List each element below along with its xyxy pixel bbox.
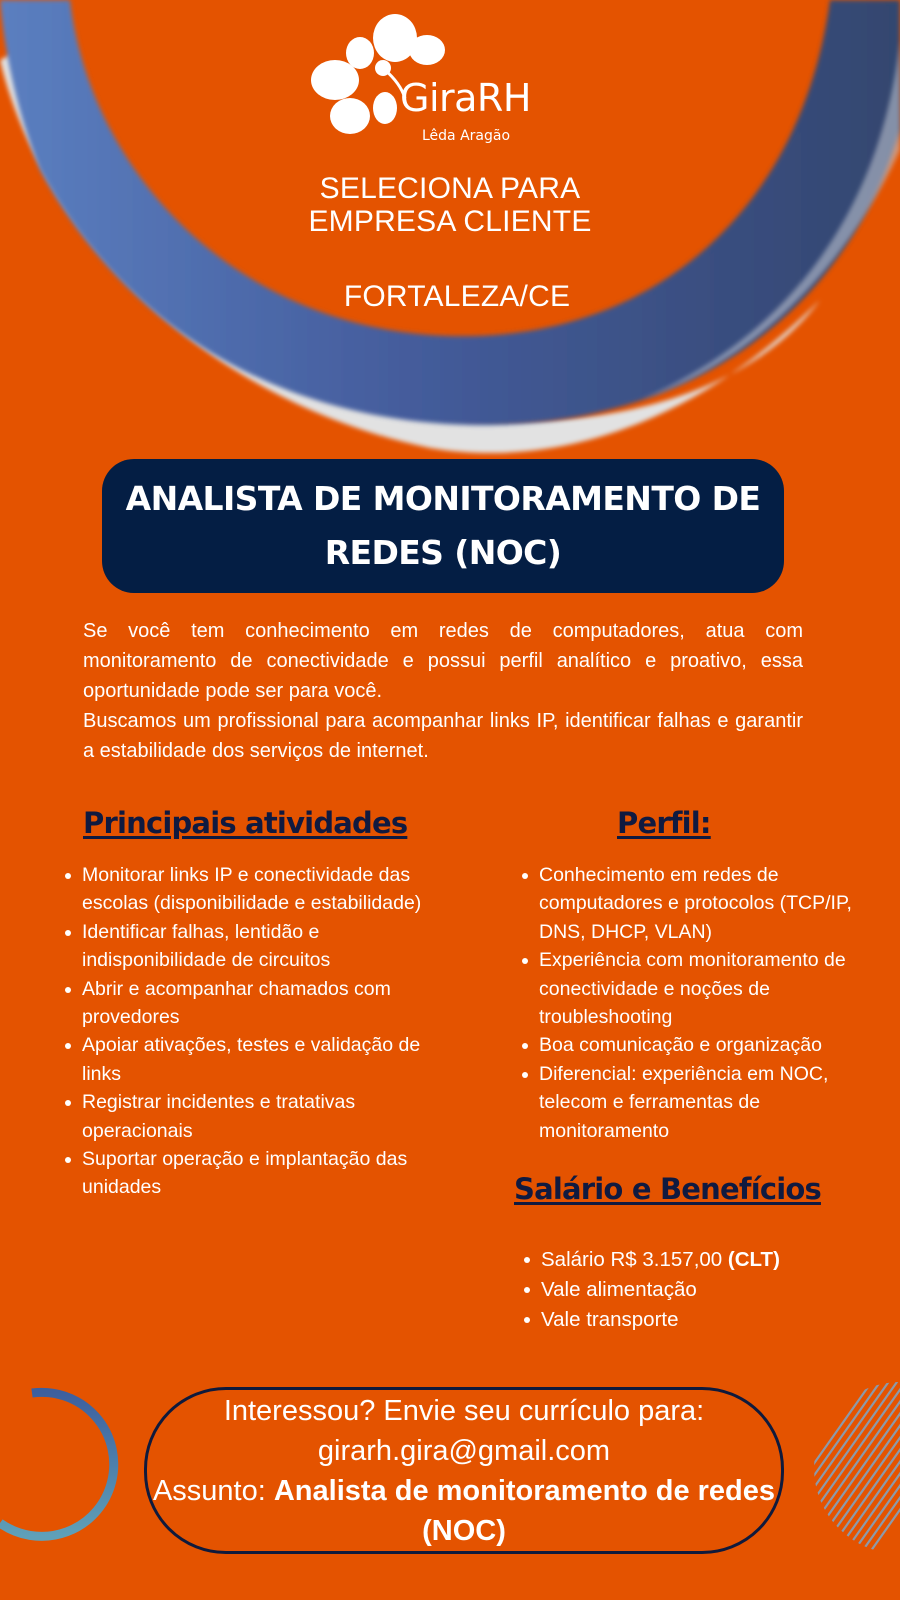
activities-heading: Principais atividades — [83, 806, 408, 840]
intro-paragraph-2: Buscamos um profissional para acompanhar links IP, identificar falhas e garantir a estabilidade dos serviços de internet. — [83, 710, 803, 762]
profile-list — [519, 861, 887, 1145]
profile-heading: Perfil: — [617, 806, 711, 840]
list-item: Suportar operação e implantação das unidades — [62, 1145, 462, 1202]
decorative-ring-icon — [0, 1385, 130, 1545]
salary-label: Salário R$ 3.157,00 — [541, 1248, 723, 1271]
intro-paragraph-1: Se você tem conhecimento em redes de computadores, atua com monitoramento de conectividade e possui perfil analítico e proativo, essa oportunidade pode ser para você. — [83, 620, 803, 702]
activities-list — [62, 861, 462, 1202]
contact-cta-box — [144, 1387, 784, 1554]
list-item: Diferencial: experiência em NOC, telecom e ferramentas de monitoramento — [519, 1060, 887, 1145]
location: FORTALEZA/CE — [343, 280, 571, 313]
benefits-list — [521, 1245, 881, 1335]
job-title-banner — [102, 459, 784, 593]
list-item: Registrar incidentes e tratativas operacionais — [62, 1088, 462, 1145]
list-item: Vale transporte — [521, 1305, 881, 1335]
job-title: ANALISTA DE MONITORAMENTO DE REDES (NOC) — [125, 479, 761, 572]
list-item: Conhecimento em redes de computadores e protocolos (TCP/IP, DNS, DHCP, VLAN) — [519, 861, 887, 946]
list-item: Boa comunicação e organização — [519, 1031, 887, 1059]
list-item: Monitorar links IP e conectividade das escolas (disponibilidade e estabilidade) — [62, 861, 462, 918]
decorative-striped-circle-icon — [808, 1382, 900, 1554]
salary-item — [521, 1245, 881, 1275]
cta-line: Interessou? Envie seu currículo para: — [223, 1394, 705, 1427]
list-item: Vale alimentação — [521, 1275, 881, 1305]
header-line-2: EMPRESA CLIENTE — [308, 205, 592, 238]
salary-type: (CLT) — [727, 1248, 780, 1271]
cta-subject — [147, 1471, 781, 1551]
subject-label: Assunto: — [152, 1474, 266, 1507]
benefits-heading: Salário e Benefícios — [514, 1172, 821, 1206]
contact-email[interactable]: girarh.gira@gmail.com — [317, 1434, 611, 1467]
subject-text: Analista de monitoramento de redes (NOC) — [273, 1474, 776, 1547]
list-item: Identificar falhas, lentidão e indisponibilidade de circuitos — [62, 918, 462, 975]
list-item: Apoiar ativações, testes e validação de links — [62, 1031, 462, 1088]
list-item: Abrir e acompanhar chamados com provedores — [62, 975, 462, 1032]
intro-text — [83, 616, 803, 766]
brand-logo-subtitle: Lêda Aragão — [422, 128, 511, 144]
header-line-1: SELECIONA PARA — [319, 172, 581, 205]
list-item: Experiência com monitoramento de conectividade e noções de troubleshooting — [519, 946, 887, 1031]
brand-logo-text: GiraRH — [400, 76, 531, 120]
